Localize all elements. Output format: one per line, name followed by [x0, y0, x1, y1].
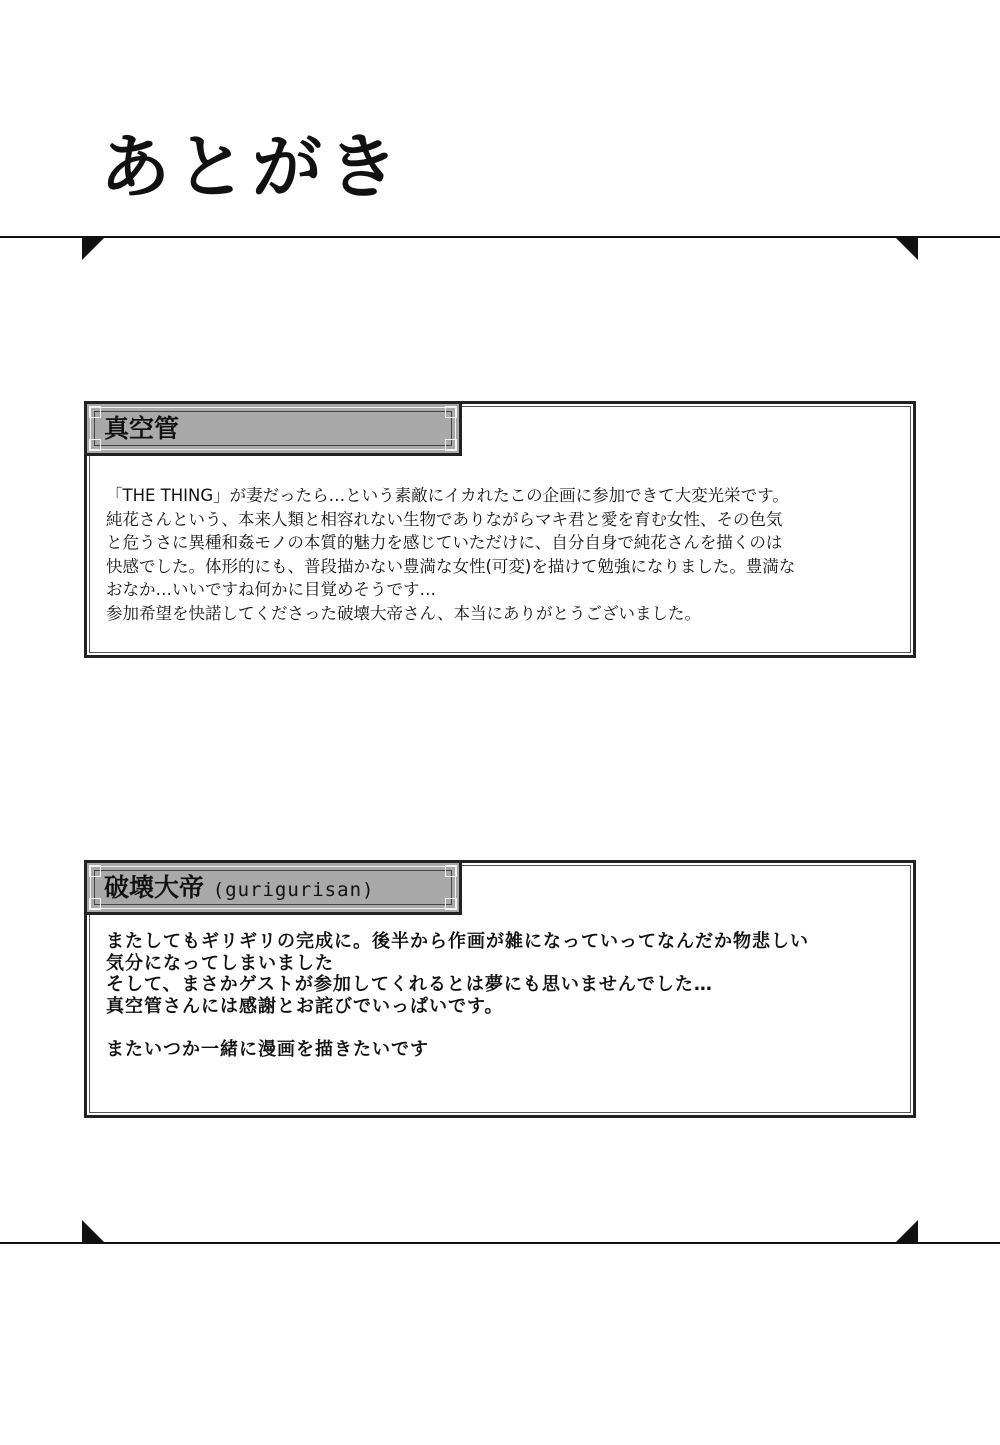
afterword-message: またしてもギリギリの完成に。後半から作画が雑になっていってなんだか物悲しい 気分になってしまいました そして、まさかゲストが参加してくれるとは夢にも思いませんでした… 真空管さんには感謝とお詫びでいっぱいです。 またいつか一緒に漫画を描きたいです	[106, 931, 809, 1060]
author-name-text: 破壊大帝	[104, 873, 205, 902]
bottom-right-corner-marker	[896, 1220, 918, 1242]
afterword-card-hakaitaitei	[84, 860, 916, 1118]
tab-corner-ornament	[89, 865, 101, 877]
author-name-romanized: (gurigurisan)	[212, 879, 375, 901]
author-name-tab	[84, 860, 462, 915]
top-rule	[0, 236, 1000, 238]
author-name	[104, 413, 179, 445]
author-name-tab	[84, 401, 462, 456]
tab-corner-ornament	[89, 898, 101, 910]
tab-corner-ornament	[445, 865, 457, 877]
top-left-corner-marker	[82, 238, 104, 260]
afterword-message: 「THE THING」が妻だったら…という素敵にイカれたこの企画に参加できて大変光栄です。 純花さんという、本来人類と相容れない生物でありながらマキ君と愛を育む女性、その色気 と危うさに異種和姦モノの本質的魅力を感じていただけに、自分自身で純花さんを描くのは 快感でした。体形的にも、普段描かない豊満な女性(可変)を描けて勉強になりました。豊満な おなか…いいですね何かに目覚めそうです… 参加希望を快諾してくださった破壊大帝さん、本当にありがとうございました。	[106, 486, 796, 623]
author-name-text: 真空管	[104, 414, 180, 443]
tab-corner-ornament	[445, 439, 457, 451]
tab-corner-ornament	[89, 406, 101, 418]
afterword-card-shinkuukan	[84, 401, 916, 658]
page-title: あとがき	[100, 126, 404, 208]
tab-corner-ornament	[445, 898, 457, 910]
bottom-rule	[0, 1242, 1000, 1244]
bottom-left-corner-marker	[82, 1220, 104, 1242]
tab-corner-ornament	[89, 439, 101, 451]
tab-corner-ornament	[445, 406, 457, 418]
author-name	[104, 872, 374, 906]
top-right-corner-marker	[896, 238, 918, 260]
